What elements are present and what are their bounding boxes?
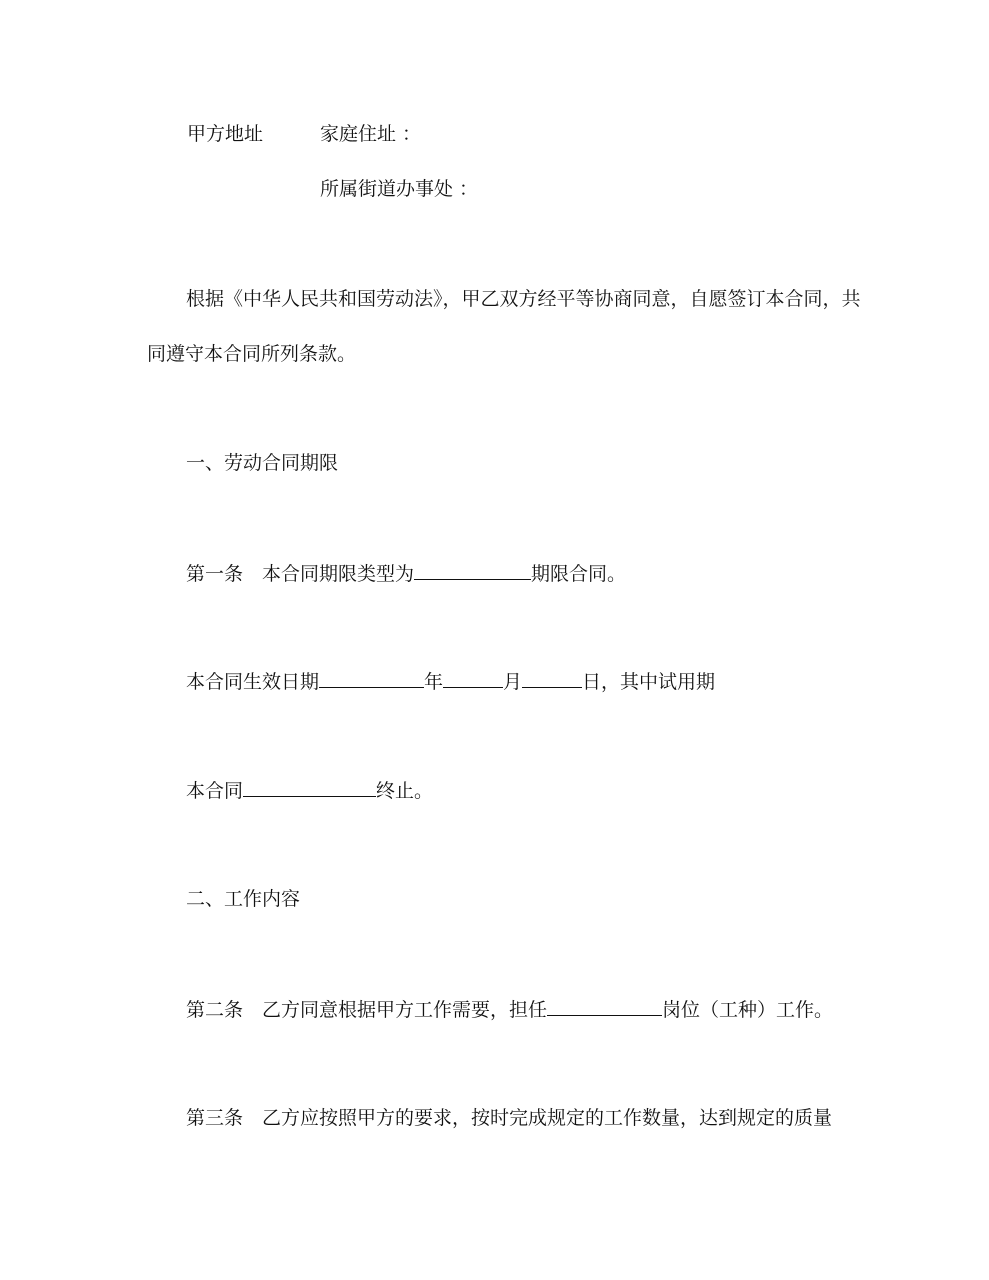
day-label: 日，其中试用期 [582, 671, 716, 693]
street-office-label: 所属街道办事处 ： [320, 178, 479, 200]
preamble-line-1 [186, 287, 861, 311]
article-1-text-after: 期限合同。 [531, 563, 627, 585]
section1-heading: 一、劳动合同期限 [186, 452, 339, 474]
article-2-text-before: 乙方同意根据甲方工作需要，担任 [262, 999, 548, 1021]
effective-date-row [186, 669, 715, 694]
article-1-text-before: 本合同期限类型为 [262, 563, 415, 585]
article-3 [186, 1106, 832, 1130]
effective-date-label: 本合同生效日期 [186, 671, 320, 693]
preamble-line-2 [147, 342, 356, 366]
home-address-row [320, 122, 421, 146]
year-label: 年 [424, 671, 444, 693]
section-heading-work [186, 887, 300, 911]
month-blank[interactable] [443, 669, 503, 688]
termination-text-before: 本合同 [186, 780, 244, 802]
preamble-text-1: 根据《中华人民共和国劳动法》，甲乙双方经平等协商同意，自愿签订本合同，共 [186, 288, 861, 310]
party-a-address-row [187, 122, 263, 146]
article-1-label: 第一条 [186, 563, 244, 585]
contract-type-blank[interactable] [414, 561, 531, 580]
termination-text-after: 终止。 [376, 780, 434, 802]
termination-row [186, 778, 433, 803]
article-3-text: 乙方应按照甲方的要求，按时完成规定的工作数量，达到规定的质量 [262, 1107, 833, 1129]
preamble-text-2: 同遵守本合同所列条款。 [147, 343, 357, 365]
position-blank[interactable] [547, 997, 662, 1016]
section2-heading: 二、工作内容 [186, 888, 301, 910]
home-address-label: 家庭住址 ： [320, 123, 422, 145]
article-3-label: 第三条 [186, 1107, 244, 1129]
article-1 [186, 561, 626, 586]
year-blank[interactable] [319, 669, 424, 688]
section-heading-term [186, 451, 338, 475]
month-label: 月 [503, 671, 523, 693]
day-blank[interactable] [522, 669, 582, 688]
article-2-text-after: 岗位（工种）工作。 [662, 999, 834, 1021]
article-2-label: 第二条 [186, 999, 244, 1021]
party-a-address-label: 甲方地址 [187, 123, 264, 145]
article-2 [186, 997, 833, 1022]
termination-blank[interactable] [243, 778, 376, 797]
street-office-row [320, 177, 478, 201]
